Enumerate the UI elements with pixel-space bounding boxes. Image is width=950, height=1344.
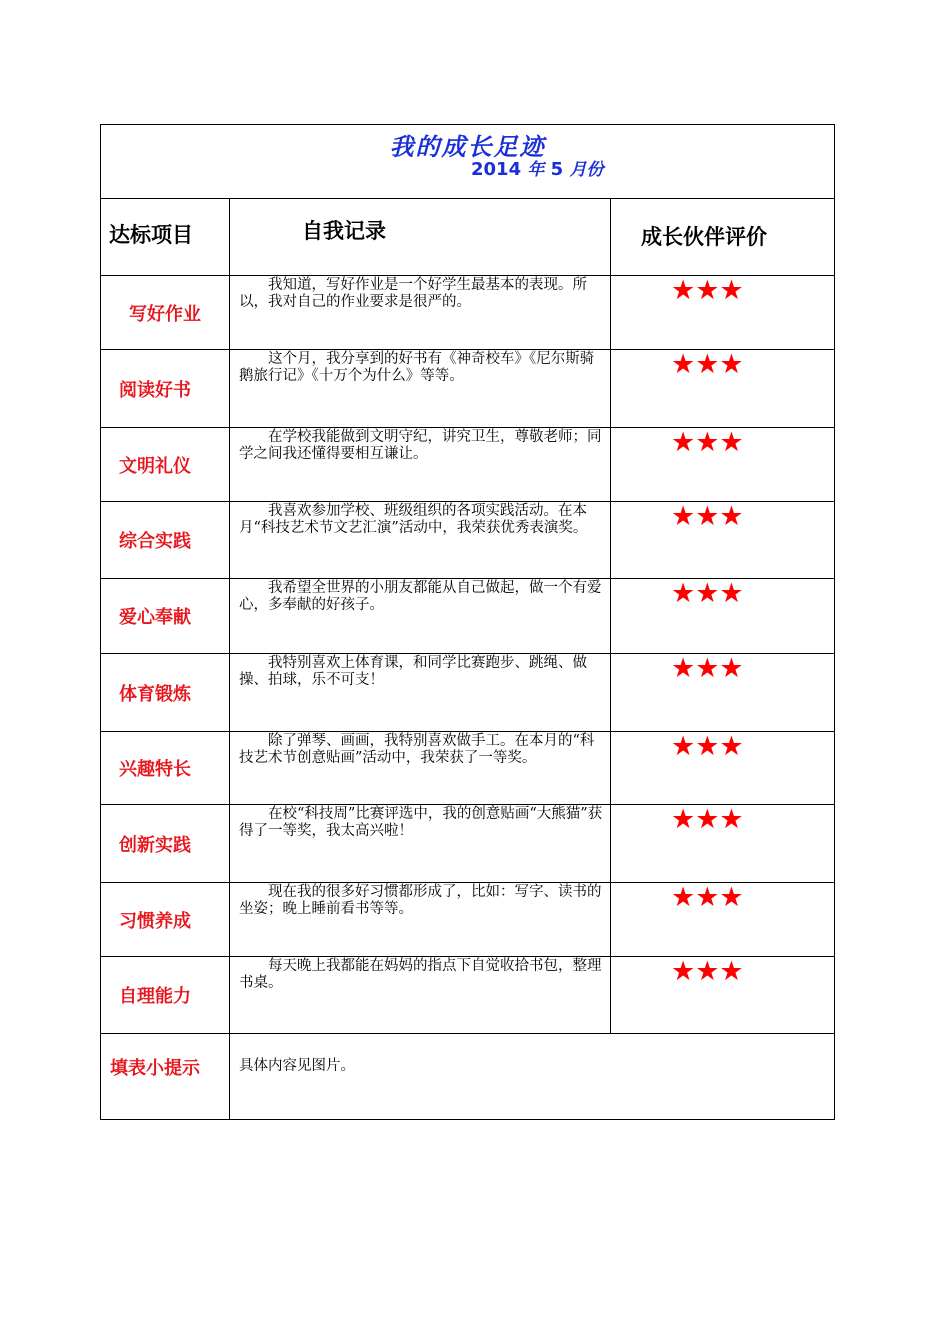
header-item: 达标项目 — [101, 199, 230, 276]
table-row — [101, 579, 835, 654]
star-rating-icon: ★★★ — [671, 275, 744, 306]
page-title: 我的成长足迹 — [389, 132, 546, 161]
row-record — [230, 957, 611, 1034]
table-row — [101, 276, 835, 350]
row-rating — [611, 350, 835, 428]
star-rating-icon: ★★★ — [671, 731, 744, 762]
header-record: 自我记录 — [230, 199, 611, 276]
year-unit: 年 — [527, 160, 545, 180]
row-rating — [611, 654, 835, 732]
row-rating — [611, 732, 835, 805]
row-item-label: 文明礼仪 — [101, 428, 230, 502]
table-row — [101, 502, 835, 579]
month-value: 5 — [550, 159, 564, 180]
month-label — [471, 155, 603, 180]
row-record-text: 我特别喜欢上体育课，和同学比赛跑步、跳绳、做操、拍球，乐不可支！ — [239, 655, 587, 688]
growth-record-sheet — [100, 124, 834, 1121]
row-rating — [611, 957, 835, 1034]
row-rating — [611, 428, 835, 502]
star-rating-icon: ★★★ — [671, 349, 744, 380]
table-row — [101, 428, 835, 502]
row-record — [230, 350, 611, 428]
star-rating-icon: ★★★ — [671, 882, 744, 913]
table-row — [101, 883, 835, 957]
row-record — [230, 654, 611, 732]
table-row — [101, 732, 835, 805]
row-record-text: 在学校我能做到文明守纪，讲究卫生，尊敬老师；同学之间我还懂得要相互谦让。 — [239, 429, 602, 462]
row-item-label: 写好作业 — [101, 276, 230, 350]
table-row — [101, 805, 835, 883]
star-rating-icon: ★★★ — [671, 501, 744, 532]
star-rating-icon: ★★★ — [671, 578, 744, 609]
row-record — [230, 805, 611, 883]
row-item-label: 爱心奉献 — [101, 579, 230, 654]
row-item-label: 习惯养成 — [101, 883, 230, 957]
header-rating: 成长伙伴评价 — [611, 199, 835, 276]
row-rating — [611, 883, 835, 957]
row-record-text: 这个月，我分享到的好书有《神奇校车》《尼尔斯骑鹅旅行记》《十万个为什么》等等。 — [239, 351, 595, 384]
year-value: 2014 — [471, 159, 522, 180]
row-rating — [611, 502, 835, 579]
row-record — [230, 502, 611, 579]
row-record-text: 我知道，写好作业是一个好学生最基本的表现。所以，我对自己的作业要求是很严的。 — [239, 277, 587, 310]
row-record — [230, 276, 611, 350]
row-record-text: 我喜欢参加学校、班级组织的各项实践活动。在本月“科技艺术节文艺汇演”活动中，我荣获优秀表演奖。 — [239, 503, 588, 536]
row-item-label: 自理能力 — [101, 957, 230, 1034]
row-item-label: 创新实践 — [101, 805, 230, 883]
tips-label: 填表小提示 — [101, 1034, 230, 1120]
row-record-text: 除了弹琴、画画，我特别喜欢做手工。在本月的“科技艺术节创意贴画”活动中，我荣获了一等奖。 — [239, 733, 595, 766]
star-rating-icon: ★★★ — [671, 653, 744, 684]
row-item-label: 阅读好书 — [101, 350, 230, 428]
row-rating — [611, 805, 835, 883]
row-record-text: 我希望全世界的小朋友都能从自己做起，做一个有爱心，多奉献的好孩子。 — [239, 580, 602, 613]
star-rating-icon: ★★★ — [671, 427, 744, 458]
row-record — [230, 428, 611, 502]
star-rating-icon: ★★★ — [671, 804, 744, 835]
table-row — [101, 957, 835, 1034]
row-record-text: 现在我的很多好习惯都形成了，比如：写字、读书的坐姿；晚上睡前看书等等。 — [239, 884, 602, 917]
row-item-label: 体育锻炼 — [101, 654, 230, 732]
star-rating-icon: ★★★ — [671, 956, 744, 987]
row-record — [230, 732, 611, 805]
row-rating — [611, 579, 835, 654]
row-record-text: 在校“科技周”比赛评选中，我的创意贴画“大熊猫”获得了一等奖，我太高兴啦！ — [239, 806, 603, 839]
table-row — [101, 350, 835, 428]
row-record — [230, 579, 611, 654]
row-item-label: 兴趣特长 — [101, 732, 230, 805]
title-cell — [101, 125, 835, 199]
tips-text: 具体内容见图片。 — [230, 1034, 835, 1120]
growth-record-table — [100, 124, 835, 1120]
row-record-text: 每天晚上我都能在妈妈的指点下自觉收拾书包，整理书桌。 — [239, 958, 602, 991]
row-record — [230, 883, 611, 957]
row-rating — [611, 276, 835, 350]
month-unit: 月份 — [569, 160, 604, 180]
tips-row — [101, 1034, 835, 1120]
row-item-label: 综合实践 — [101, 502, 230, 579]
table-row — [101, 654, 835, 732]
